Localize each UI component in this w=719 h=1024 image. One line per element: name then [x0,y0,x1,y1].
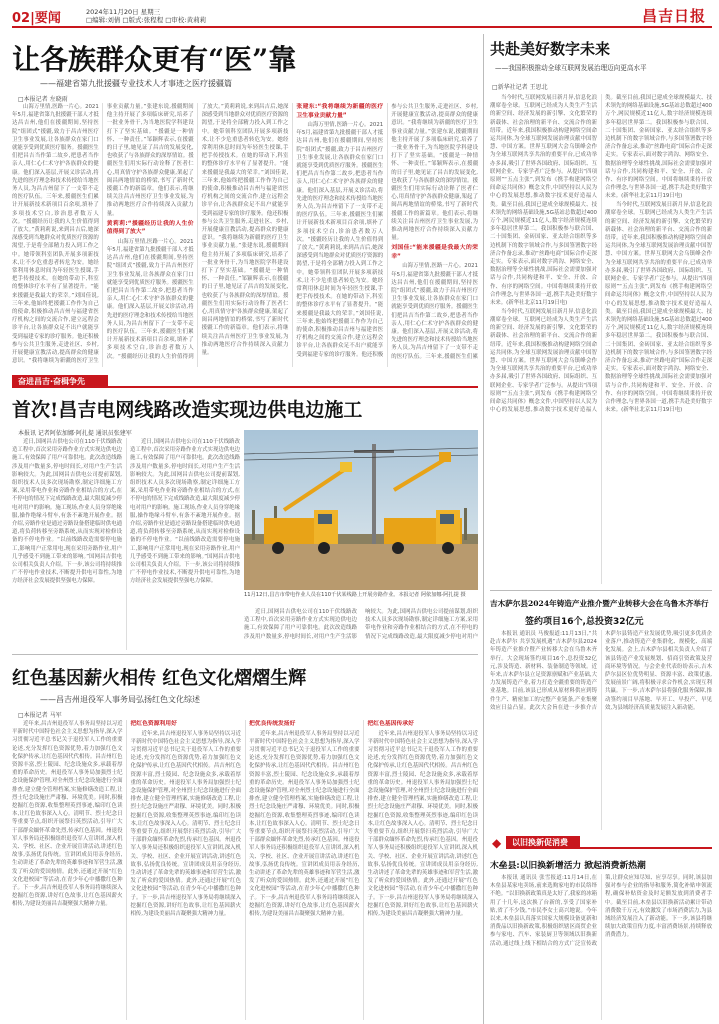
article3-text-2: 近日,国网昌吉供电公司在110千伏线路改造工程中,首次采用旁路作业方式实现边供电边施工,有效保障了用户可靠供电。此次改造线路涉及用户数量多,停电时间长,对用户生产生活影响较大。为此,国网昌吉供电公司提前谋划,组织技术人员多次现场勘察,制定详细施工方案,采用带电作业和旁路作业相结合的方式,在不停电的情况下完成线路改造,最大限度减少停电对用户的影响。施工现场,作业人员身穿绝缘服,操作绝缘斗臂车,有条不紊地开展作业。据介绍,旁路作业是通过旁路设备搭建临时供电通道,将负荷转移至旁路系统,从而实现对检修设备的不停电作业。“以前线路改造需要停电施工,影响用户正常用电,现在采用旁路作业,用户几乎感受不到施工带来的影响。”国网昌吉供电公司相关负责人介绍。下一步,该公司将持续推广不停电作业技术,不断提升供电可靠性,为地方经济社会发展提供坚强电力保障。 [130,439,240,585]
section-banner-2: 以旧换新促消费 [506,836,580,849]
article1-byline: □本报记者 左晓雨 [18,96,68,103]
article4-headline: 红色基因薪火相传 红色文化熠熠生辉 [12,668,307,689]
article1-text-4: 山海万里情,医路一片心。2021年5月,福建省第九批援疆干部人才抵达昌吉州,他们在援疆期间,坚持医院“组团式”援疆,致力于昌吉州医疗卫生事业发展,让各族群众在家门口就能享受到优质医疗服务。援疆医生们把昌吉当作第二故乡,把患者当作亲人,用仁心仁术守护各族群众的健康。他们深入基层,开展义诊活动,将先进的医疗理念和技术传授给当地医务人员,为昌吉州留下了一支带不走的医疗队伍。三年来,援疆医生们累 [391,263,478,360]
right-divider-1 [490,590,712,591]
article2-headline: 共赴美好数字未来 [490,40,611,58]
article3-photo [244,430,478,590]
banner-flag-icon: ◆ [492,836,502,850]
article6-text: 本报讯 通讯员 张雪报道:11月14日,在木垒县某家电卖场,前来选购家电的市民络绎不绝。“以旧换新政策真是太好了,我家的冰箱用了十几年,这次换了台新的,享受了国家补贴,省了不少钱。”市民李女士高兴地说。今年以来,木垒县认真落实国家大规模设备更新和消费品以旧换新政策,积极组织辖区商贸企业参与家电、汽车、家装厨卫等领域以旧换新活动,通过线上线下相结合的方式广泛宣传政策,让群众应知尽知、应享尽享。同时,该县加强对参与企业的指导和服务,简化补贴申领流程,确保补贴资金及时足额发放到消费者手中。截至目前,木垒县以旧换新活动累计带动消费数千万元,有效激发了市场消费活力,为县域经济发展注入了新动能。下一步,该县将继续加大政策宣传力度,丰富消费场景,持续释放消费潜力。 [490,875,712,947]
page-number: 02|要闻 [12,11,61,26]
article5-headline: 吉木萨尔县2024年铸造产业推介暨产业转移大会在乌鲁木齐举行 [490,599,709,608]
article2-body [490,94,712,584]
article6-body [490,874,712,1020]
masthead [12,6,712,28]
issue-date: 2024年11月20日 星期三 [86,8,161,16]
article4-text-4: 近年来,昌吉州退役军人事务局坚持以习近平新时代中国特色社会主义思想为指导,深入学习贯彻习近平总书记关于退役军人工作的重要论述,充分发挥红色资源优势,着力加强红色文化保护传承,让红色基因代代相传。昌吉州红色资源丰富,烈士陵园、纪念设施众多,承载着厚重的革命历史。州退役军人事务局加强烈士纪念设施保护管理,对全州烈士纪念设施进行全面排查,建立健全管理档案,实施修缮改造工程,让烈士纪念设施庄严肃穆、环境优美。同时,积极挖掘红色资源,收集整理英烈事迹,编印红色读本,让红色故事深入人心。清明节、烈士纪念日等重要节点,组织开展祭扫英烈活动,引导广大干部群众缅怀革命先烈,传承红色基因。州退役军人事务局还积极组织退役军人宣讲团,深入机关、学校、社区、企业开展宣讲活动,讲述红色故事,弘扬优良传统。宣讲团成员用亲身经历,生动讲述了革命先辈的英雄事迹和军营生活,激发了听众的爱国热情。此外,还通过开展“红色文化进校园”等活动,在青少年心中播撒红色种子。下一步,昌吉州退役军人事务局将继续深入挖掘红色资源,讲好红色故事,让红色基因薪火相传,为建设美丽昌吉凝聚强大精神力量。 [367,730,478,917]
editor-credits: □编辑:刘倩 □版式:张程程 □审校:黄莉莉 [86,16,207,24]
article3-headline: 首次!昌吉电网线路改造实现边供电边施工 [12,399,363,421]
column-divider [483,34,484,1024]
article1-body [12,103,478,367]
article1-subhead-1: 黄莉莉:“援疆经历让我的人生价值得到了放大” [106,220,194,236]
article4-subhead-1: 把红色资源利用好 [130,721,177,727]
article4-subhead-3: 把红色基因传承好 [367,721,414,727]
article6-headline: 木垒县:以旧换新增活力 掀起消费新热潮 [490,861,646,871]
article4-body [12,720,478,1020]
article5-body [490,630,712,830]
article2-text-3: 当今时代,互联网发展日新月异,信息化浪潮席卷全球。互联网已经成为人类生产生活的新空间、经济发展的新引擎、文化繁荣的新载体、社会治理的新平台、交流合作的新纽带。近年来,我国积极推动构建网络空间命运共同体,为全球互联网发展治理贡献中国智慧、中国方案。世界互联网大会乌镇峰会作为全球互联网共享共治的重要平台,已成功举办多届,吸引了世界各国政府、国际组织、互联网企业、专家学者广泛参与。从提出“四项原则”“五点主张”,到发布《携手构建网络空间命运共同体》概念文件,中国坚持以人民为中心的发展思想,推动数字技术更好造福人类。截至目前,我国已建成全球规模最大、技术领先的网络基础设施,5G基站总数超过400万个,网民规模近11亿人,数字经济规模连续多年稳居世界第二。我国积极参与联合国、二十国集团、金砖国家、亚太经合组织等多边机制下的数字领域合作,与多国签署数字经济合作备忘录,推动“丝路电商”国际合作走深走实。专家表示,面对数字鸿沟、网络安全、数据治理等全球性挑战,国际社会需要加强对话与合作,共同构建和平、安全、开放、合作、有序的网络空间。中国将继续秉持开放合作理念,与世界各国一道,携手共赴美好数字未来。(新华社北京11月19日电) [605,202,712,414]
article3-body-continued [244,608,478,648]
article4-text-2: 近年来,昌吉州退役军人事务局坚持以习近平新时代中国特色社会主义思想为指导,深入学习贯彻习近平总书记关于退役军人工作的重要论述,充分发挥红色资源优势,着力加强红色文化保护传承,让红色基因代代相传。昌吉州红色资源丰富,烈士陵园、纪念设施众多,承载着厚重的革命历史。州退役军人事务局加强烈士纪念设施保护管理,对全州烈士纪念设施进行全面排查,建立健全管理档案,实施修缮改造工程,让烈士纪念设施庄严肃穆、环境优美。同时,积极挖掘红色资源,收集整理英烈事迹,编印红色读本,让红色故事深入人心。清明节、烈士纪念日等重要节点,组织开展祭扫英烈活动,引导广大干部群众缅怀革命先烈,传承红色基因。州退役军人事务局还积极组织退役军人宣讲团,深入机关、学校、社区、企业开展宣讲活动,讲述红色故事,弘扬优良传统。宣讲团成员用亲身经历,生动讲述了革命先辈的英雄事迹和军营生活,激发了听众的爱国热情。此外,还通过开展“红色文化进校园”等活动,在青少年心中播撒红色种子。下一步,昌吉州退役军人事务局将继续深入挖掘红色资源,讲好红色故事,让红色基因薪火相传,为建设美丽昌吉凝聚强大精神力量。 [130,730,241,917]
article3-text: 近日,国网昌吉供电公司在110千伏线路改造工程中,首次采用旁路作业方式实现边供电边施工,有效保障了用户可靠供电。此次改造线路涉及用户数量多,停电时间长,对用户生产生活影响较大。为此,国网昌吉供电公司提前谋划,组织技术人员多次现场勘察,制定详细施工方案,采用带电作业和旁路作业相结合的方式,在不停电的情况下完成线路改造,最大限度减少停电对用户的影响。施工现场,作业人员身穿绝缘服,操作绝缘斗臂车,有条不紊地开展作业。据介绍,旁路作业是通过旁路设备搭建临时供电通道,将负荷转移至旁路系统,从而实现对检修设备的不停电作业。“以前线路改造需要停电施工,影响用户正常用电,现在采用旁路作业,用户几乎感受不到施工带来的影响。”国网昌吉供电公司相关负责人介绍。下一步,该公司将持续推广不停电作业技术,不断提升供电可靠性,为地方经济社会发展提供坚强电力保障。 [12,439,122,585]
article1-headline: 让各族群众更有“医”靠 [12,43,297,76]
section-banner-1: 奋进昌吉·奋楫争先 [12,375,108,388]
masthead-meta [86,8,206,24]
article4-text: 近年来,昌吉州退役军人事务局坚持以习近平新时代中国特色社会主义思想为指导,深入学习贯彻习近平总书记关于退役军人工作的重要论述,充分发挥红色资源优势,着力加强红色文化保护传承,让红色基因代代相传。昌吉州红色资源丰富,烈士陵园、纪念设施众多,承载着厚重的革命历史。州退役军人事务局加强烈士纪念设施保护管理,对全州烈士纪念设施进行全面排查,建立健全管理档案,实施修缮改造工程,让烈士纪念设施庄严肃穆、环境优美。同时,积极挖掘红色资源,收集整理英烈事迹,编印红色读本,让红色故事深入人心。清明节、烈士纪念日等重要节点,组织开展祭扫英烈活动,引导广大干部群众缅怀革命先烈,传承红色基因。州退役军人事务局还积极组织退役军人宣讲团,深入机关、学校、社区、企业开展宣讲活动,讲述红色故事,弘扬优良传统。宣讲团成员用亲身经历,生动讲述了革命先辈的英雄事迹和军营生活,激发了听众的爱国热情。此外,还通过开展“红色文化进校园”等活动,在青少年心中播撒红色种子。下一步,昌吉州退役军人事务局将继续深入挖掘红色资源,讲好红色故事,让红色基因薪火相传,为建设美丽昌吉凝聚强大精神力量。 [12,721,123,908]
article1-subhead-2: 张建东:“我将继续为新疆的医疗卫生事业贡献力量” [296,104,384,119]
article1-subheadline: ——福建省第九批援疆专业技术人才事迹之医疗援疆篇 [40,79,232,88]
section-banner-2-rule [580,847,712,849]
article4-byline: □本报记者 马军 [18,712,62,719]
section-banner-1-rule [108,386,478,388]
article1-text-2: 山海万里情,医路一片心。2021年5月,福建省第九批援疆干部人才抵达昌吉州,他们在援疆期间,坚持医院“组团式”援疆,致力于昌吉州医疗卫生事业发展,让各族群众在家门口就能享受到优质医疗服务。援疆医生们把昌吉当作第二故乡,把患者当作亲人,用仁心仁术守护各族群众的健康。他们深入基层,开展义诊活动,将先进的医疗理念和技术传授给当地医务人员,为昌吉州留下了一支带不走的医疗队伍。三年来,援疆医生们累计开展新技术新项目百余项,填补了多项技术空白,诊治患者数万人次。“援疆经历让我的人生价值得到了放大。”黄莉莉说,来到昌吉后,她深深感受到当地群众对优质医疗资源的渴望,于是将全部精力投入到工作之中。她带领科室团队开展多项新技术,让不少危重患者转危为安。她经常利用休息时间为年轻医生授课,手把手传授技术。在她的带动下,科室的整体诊疗水平有了显著提升。“能来援疆是我最大的荣幸。”刘国佳说,三年来,他始终把援疆工作作为自己的使命,积极推动昌吉州与福建省医疗机构之间的交流合作,建立远程会诊平台,让各族群众足不出户就能享受到福建专家的诊疗服务。他还积极参与公共卫生服务,走进社区、乡村,开展健康宣教活动,提高群众的健康意识。“我将继续为新疆的医疗卫生事业贡献力量。”张建东说,援疆期间他主持开展了多项临床研究,培养了一批业务骨干,为当地医院学科建设打下了坚实基础。“援疆是一种情怀、一种责任。”邹颖辉表示,在援疆的日子里,她见证了昌吉的发展变化,也收获了与各族群众的深厚情谊。援疆医生们用实际行动诠释了医者仁心,用真情守护各族群众健康,架起了闽昌两地情谊的桥梁,书写了新时代援疆工作的新篇章。他们表示,将继续关注昌吉州医疗卫生事业发展,为推动两地医疗合作持续深入贡献力量。 [106,104,289,360]
article5-subheadline: 签约项目16个,总投资32亿元 [525,617,644,627]
article3-text-3: 近日,国网昌吉供电公司在110千伏线路改造工程中,首次采用旁路作业方式实现边供电边施工,有效保障了用户可靠供电。此次改造线路涉及用户数量多,停电时间长,对用户生产生活影响较大。为此,国网昌吉供电公司提前谋划,组织技术人员多次现场勘察,制定详细施工方案,采用带电作业和旁路作业相结合的方式,在不停电的情况下完成线路改造,最大限度减少停电对用户 [244,609,478,640]
paper-logo: 昌吉日报 [641,7,706,25]
article2-text-2: 当今时代,互联网发展日新月异,信息化浪潮席卷全球。互联网已经成为人类生产生活的新空间、经济发展的新引擎、文化繁荣的新载体、社会治理的新平台、交流合作的新纽带。近年来,我国积极推动构建网络空间命运共同体,为全球互联网发展治理贡献中国智慧、中国方案。世界互联网大会乌镇峰会作为全球互联网共享共治的重要平台,已成功举办多届,吸引了世界各国政府、国际组织、互联网企业、专家学者广泛参与。从提出“四项原则”“五点主张”,到发布《携手构建网络空间命运共同体》概念文件,中国坚持以人民为中心的发展思想,推动数字技术更好造福人类。截至目前,我国已建成全球规模最大、技术领先的网络基础设施,5G基站总数超过400万个,网民规模近11亿人,数字经济规模连续多年稳居世界第二。我国积极参与联合国、二十国集团、金砖国家、亚太经合组织等多边机制下的数字领域合作,与多国签署数字经济合作备忘录,推动“丝路电商”国际合作走深走实。专家表示,面对数字鸿沟、网络安全、数据治理等全球性挑战,国际社会需要加强对话与合作,共同构建和平、安全、开放、合作、有序的网络空间。中国将继续秉持开放合作理念,与世界各国一道,携手共赴美好数字未来。(新华社北京11月19日电) [490,95,712,414]
article4-text-3: 近年来,昌吉州退役军人事务局坚持以习近平新时代中国特色社会主义思想为指导,深入学习贯彻习近平总书记关于退役军人工作的重要论述,充分发挥红色资源优势,着力加强红色文化保护传承,让红色基因代代相传。昌吉州红色资源丰富,烈士陵园、纪念设施众多,承载着厚重的革命历史。州退役军人事务局加强烈士纪念设施保护管理,对全州烈士纪念设施进行全面排查,建立健全管理档案,实施修缮改造工程,让烈士纪念设施庄严肃穆、环境优美。同时,积极挖掘红色资源,收集整理英烈事迹,编印红色读本,让红色故事深入人心。清明节、烈士纪念日等重要节点,组织开展祭扫英烈活动,引导广大干部群众缅怀革命先烈,传承红色基因。州退役军人事务局还积极组织退役军人宣讲团,深入机关、学校、社区、企业开展宣讲活动,讲述红色故事,弘扬优良传统。宣讲团成员用亲身经历,生动讲述了革命先辈的英雄事迹和军营生活,激发了听众的爱国热情。此外,还通过开展“红色文化进校园”等活动,在青少年心中播撒红色种子。下一步,昌吉州退役军人事务局将继续深入挖掘红色资源,讲好红色故事,让红色基因薪火相传,为建设美丽昌吉凝聚强大精神力量。 [249,730,360,917]
article1-text: 山海万里情,医路一片心。2021年5月,福建省第九批援疆干部人才抵达昌吉州,他们在援疆期间,坚持医院“组团式”援疆,致力于昌吉州医疗卫生事业发展,让各族群众在家门口就能享受到优质医疗服务。援疆医生们把昌吉当作第二故乡,把患者当作亲人,用仁心仁术守护各族群众的健康。他们深入基层,开展义诊活动,将先进的医疗理念和技术传授给当地医务人员,为昌吉州留下了一支带不走的医疗队伍。三年来,援疆医生们累计开展新技术新项目百余项,填补了多项技术空白,诊治患者数万人次。“援疆经历让我的人生价值得到了放大。”黄莉莉说,来到昌吉后,她深深感受到当地群众对优质医疗资源的渴望,于是将全部精力投入到工作之中。她带领科室团队开展多项新技术,让不少危重患者转危为安。她经常利用休息时间为年轻医生授课,手把手传授技术。在她的带动下,科室的整体诊疗水平有了显著提升。“能来援疆是我最大的荣幸。”刘国佳说,三年来,他始终把援疆工作作为自己的使命,积极推动昌吉州与福建省医疗机构之间的交流合作,建立远程会诊平台,让各族群众足不出户就能享受到福建专家的诊疗服务。他还积极参与公共卫生服务,走进社区、乡村,开展健康宣教活动,提高群众的健康意识。“我将继续为新疆的医疗卫生事业贡献力量。”张建东说,援疆期间他主持开展了多项临床研究,培养了一批业务骨干,为当地医院学科建设打下了坚实基础。“援疆是一种情怀、一种责任。”邹颖辉表示,在援疆的日子里,她见证了昌吉的发展变化,也收获了与各族群众的深厚情谊。援疆医生们用实际行动诠释了医者仁心,用真情守护各族群众健康,架起了闽昌两地情谊的桥梁,书写了新时代援疆工作的新篇章。他们表示,将继续关注昌吉州医疗卫生事业发展,为推动两地医疗合作持续深入贡献力量。 [12,104,194,365]
section-divider [12,654,478,655]
article4-subheadline: ——昌吉州退役军人事务局弘扬红色文化综述 [40,695,200,704]
utility-truck-illustration [244,430,478,590]
article2-byline: □新华社记者 王思北 [492,84,548,91]
article1-subhead-3: 刘国佳:“能来援疆是我最大的荣幸” [391,245,478,260]
article2-text: 当今时代,互联网发展日新月异,信息化浪潮席卷全球。互联网已经成为人类生产生活的新空间、经济发展的新引擎、文化繁荣的新载体、社会治理的新平台、交流合作的新纽带。近年来,我国积极推动构建网络空间命运共同体,为全球互联网发展治理贡献中国智慧、中国方案。世界互联网大会乌镇峰会作为全球互联网共享共治的重要平台,已成功举办多届,吸引了世界各国政府、国际组织、互联网企业、专家学者广泛参与。从提出“四项原则”“五点主张”,到发布《携手构建网络空间命运共同体》概念文件,中国坚持以人民为中心的发展思想,推动数字技术更好造福人类。截至目前,我国已建成全球规模最大、技术领先的网络基础设施,5G基站总数超过400万个,网民规模近11亿人,数字经济规模连续多年稳居世界第二。我国积极参与联合国、二十国集团、金砖国家、亚太经合组织等多边机制下的数字领域合作,与多国签署数字经济合作备忘录,推动“丝路电商”国际合作走深走实。专家表示,面对数字鸿沟、网络安全、数据治理等全球性挑战,国际社会需要加强对话与合作,共同构建和平、安全、开放、合作、有序的网络空间。中国将继续秉持开放合作理念,与世界各国一道,携手共赴美好数字未来。(新华社北京11月19日电) [490,95,597,307]
article2-subheadline: ——我国积极推动全球互联网发展治理迈向更高水平 [495,64,647,72]
article5-text: 本报讯 通讯员 马俊报道:11月13日,“共赴吉木萨尔 共享发展机遇”吉木萨尔县2024年铸造产业推介暨产业转移大会在乌鲁木齐举行。大会现场签约项目16个,总投资32亿元,涉及铸造、新材料、装备制造等领域。近年来,吉木萨尔县立足资源禀赋和产业基础,大力发展铸造产业,着力打造全疆重要的铸造产业基地。目前,该县已形成从原材料供应到铸件生产、精密加工的完整产业链条,产业集聚效应日益凸显。此次大会旨在进一步推介吉木萨尔县铸造产业发展优势,吸引更多优质企业落户,推动铸造产业集群化、规模化、高端化发展。会上,吉木萨尔县相关负责人介绍了该县铸造产业发展规划、招商引资政策及营商环境等情况。与会企业代表纷纷表示,吉木萨尔县区位优势明显、资源丰富、政策优惠,发展前景广阔,将积极寻求合作机会,实现互利共赢。下一步,吉木萨尔县将强化服务保障,推动签约项目早落地、早开工、早投产、早见效,为县域经济高质量发展注入新动能。 [490,631,712,711]
article3-byline: 本报讯 记者阿依加娜·阿扎提 通讯员张建军 [18,430,132,437]
article4-subhead-2: 把优良传统发扬好 [249,721,296,727]
article1-text-3: 山海万里情,医路一片心。2021年5月,福建省第九批援疆干部人才抵达昌吉州,他们在援疆期间,坚持医院“组团式”援疆,致力于昌吉州医疗卫生事业发展,让各族群众在家门口就能享受到优质医疗服务。援疆医生们把昌吉当作第二故乡,把患者当作亲人,用仁心仁术守护各族群众的健康。他们深入基层,开展义诊活动,将先进的医疗理念和技术传授给当地医务人员,为昌吉州留下了一支带不走的医疗队伍。三年来,援疆医生们累计开展新技术新项目百余项,填补了多项技术空白,诊治患者数万人次。“援疆经历让我的人生价值得到了放大。”黄莉莉说,来到昌吉后,她深深感受到当地群众对优质医疗资源的渴望,于是将全部精力投入到工作之中。她带领科室团队开展多项新技术,让不少危重患者转危为安。她经常利用休息时间为年轻医生授课,手把手传授技术。在她的带动下,科室的整体诊疗水平有了显著提升。“能来援疆是我最大的荣幸。”刘国佳说,三年来,他始终把援疆工作作为自己的使命,积极推动昌吉州与福建省医疗机构之间的交流合作,建立远程会诊平台,让各族群众足不出户就能享受到福建专家的诊疗服务。他还积极参与公共卫生服务,走进社区、乡村,开展健康宣教活动,提高群众的健康意识。“我将继续为新疆的医疗卫生事业贡献力量。”张建东说,援疆期间他主持开展了多项临床研究,培养了一批业务骨干,为当地医院学科建设打下了坚实基础。“援疆是一种情怀、一种责任。”邹颖辉表示,在援疆的日子里,她见证了昌吉的发展变化,也收获了与各族群众的深厚情谊。援疆医生们用实际行动诠释了医者仁心,用真情守护各族群众健康,架起了闽昌两地情谊的桥梁,书写了新时代援疆工作的新篇章。他们表示,将继续关注昌吉州医疗卫生事业发展,为推动两地医疗合作持续深入贡献力量。 [296,104,478,358]
article3-photo-caption: 11月12日,昌吉市带电作业人员在110千伏某线路上开展旁路作业。本报记者 阿依加娜·阿扎提 摄 [244,592,466,598]
article3-body [12,438,240,650]
